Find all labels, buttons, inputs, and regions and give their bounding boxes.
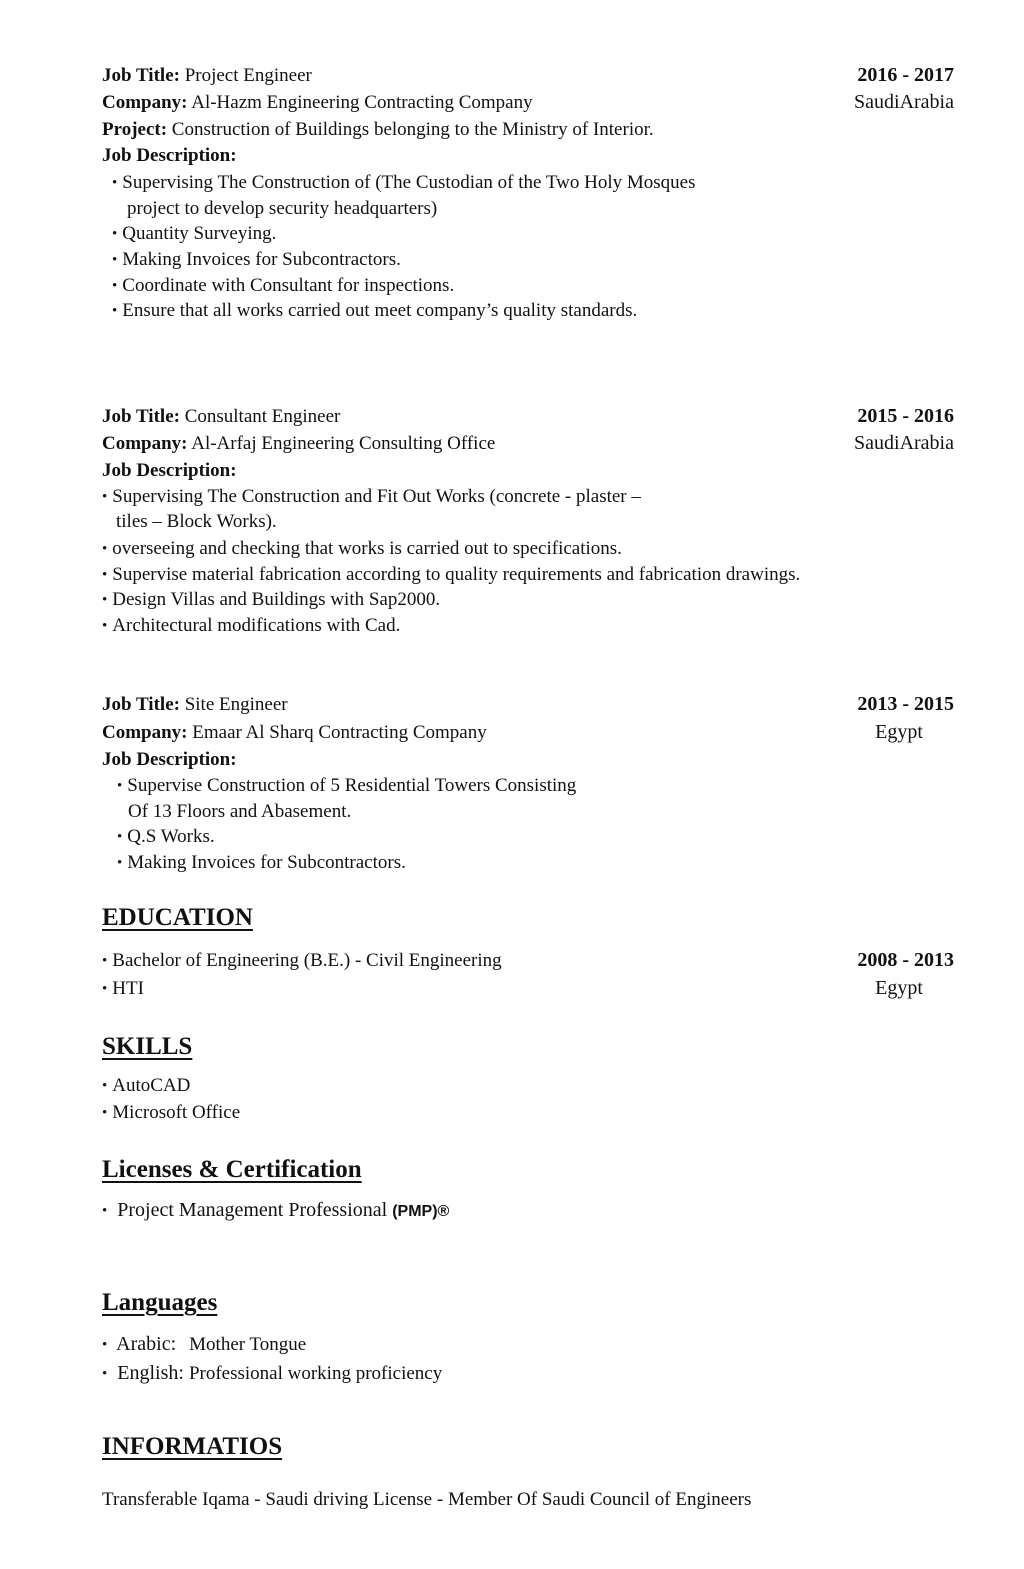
job3-duty: • Q.S Works.: [117, 827, 215, 846]
information-text: Transferable Iqama - Saudi driving License - Member Of Saudi Council of Engineers: [102, 1489, 752, 1510]
job3-duty: • Supervise Construction of 5 Residential Towers Consisting: [117, 776, 576, 795]
job3-location: Egypt: [875, 721, 923, 743]
languages-heading: Languages: [102, 1289, 218, 1316]
project-label: Project:: [102, 119, 168, 140]
job2-title-line: [102, 407, 340, 426]
certification-abbrev: (PMP)®: [392, 1203, 450, 1220]
job3-duty: • Making Invoices for Subcontractors.: [117, 853, 406, 872]
language-level: Professional working proficiency: [188, 1363, 443, 1384]
job2-location: SaudiArabia: [854, 432, 954, 454]
job1-period: 2016 - 2017: [857, 64, 954, 86]
job2-duty: • overseeing and checking that works is carried out to specifications.: [102, 539, 622, 558]
education-location: Egypt: [875, 977, 923, 999]
job-title-label: Job Title:: [102, 694, 180, 715]
job3-title: Site Engineer: [184, 694, 288, 715]
job2-duty: • Design Villas and Buildings with Sap2000.: [102, 590, 440, 609]
certification-name: Project Management Professional: [117, 1199, 388, 1221]
education-heading: EDUCATION: [102, 904, 253, 931]
job2-period: 2015 - 2016: [857, 405, 954, 427]
education-item: • Bachelor of Engineering (B.E.) - Civil Engineering: [102, 951, 502, 970]
job2-duty-continued: tiles – Block Works).: [116, 511, 277, 532]
job1-project-line: [102, 120, 654, 139]
language-item: [102, 1363, 442, 1383]
job1-duty: • Coordinate with Consultant for inspections.: [112, 276, 454, 295]
job-title-label: Job Title:: [102, 65, 180, 86]
job1-company-line: [102, 93, 533, 112]
job1-location: SaudiArabia: [854, 91, 954, 113]
job2-title: Consultant Engineer: [184, 406, 341, 427]
job1-title-line: [102, 66, 312, 85]
job1-duty: • Making Invoices for Subcontractors.: [112, 250, 401, 269]
job2-company-line: [102, 434, 495, 453]
job2-duty: • Supervising The Construction and Fit Out Works (concrete - plaster –: [102, 487, 641, 506]
company-label: Company:: [102, 722, 188, 743]
job-title-label: Job Title:: [102, 406, 180, 427]
skills-heading: SKILLS: [102, 1033, 193, 1060]
job3-company-line: [102, 723, 487, 742]
job3-company: Emaar Al Sharq Contracting Company: [192, 722, 487, 743]
job1-duty-continued: project to develop security headquarters): [127, 198, 438, 219]
language-level: Mother Tongue: [189, 1334, 307, 1355]
company-label: Company:: [102, 92, 188, 113]
job2-company: Al-Arfaj Engineering Consulting Office: [191, 433, 496, 454]
company-label: Company:: [102, 433, 188, 454]
job2-duty: • Architectural modifications with Cad.: [102, 616, 400, 635]
job1-project: Construction of Buildings belonging to the Ministry of Interior.: [171, 119, 654, 140]
job1-title: Project Engineer: [184, 65, 312, 86]
job3-duty-continued: Of 13 Floors and Abasement.: [128, 801, 352, 822]
job3-period: 2013 - 2015: [857, 693, 954, 715]
education-period: 2008 - 2013: [857, 949, 954, 971]
job1-description-label: Job Description:: [102, 145, 237, 166]
job1-duty: • Supervising The Construction of (The Custodian of the Two Holy Mosques: [112, 173, 695, 192]
job2-duty: • Supervise material fabrication according to quality requirements and fabrication drawings.: [102, 565, 800, 584]
education-item: • HTI: [102, 979, 144, 998]
job1-duty: • Ensure that all works carried out meet company’s quality standards.: [112, 301, 637, 320]
job1-duty: • Quantity Surveying.: [112, 224, 276, 243]
job3-title-line: [102, 695, 288, 714]
job1-company: Al-Hazm Engineering Contracting Company: [191, 92, 533, 113]
information-heading: INFORMATIOS: [102, 1433, 283, 1460]
certifications-heading: Licenses & Certification: [102, 1156, 362, 1183]
language-name: English:: [117, 1362, 184, 1384]
certification-item: [102, 1200, 449, 1220]
job3-description-label: Job Description:: [102, 749, 237, 770]
language-item: [102, 1334, 306, 1354]
language-name: Arabic:: [116, 1333, 177, 1355]
skill-item: • AutoCAD: [102, 1076, 190, 1095]
job2-description-label: Job Description:: [102, 460, 237, 481]
skill-item: • Microsoft Office: [102, 1103, 240, 1122]
